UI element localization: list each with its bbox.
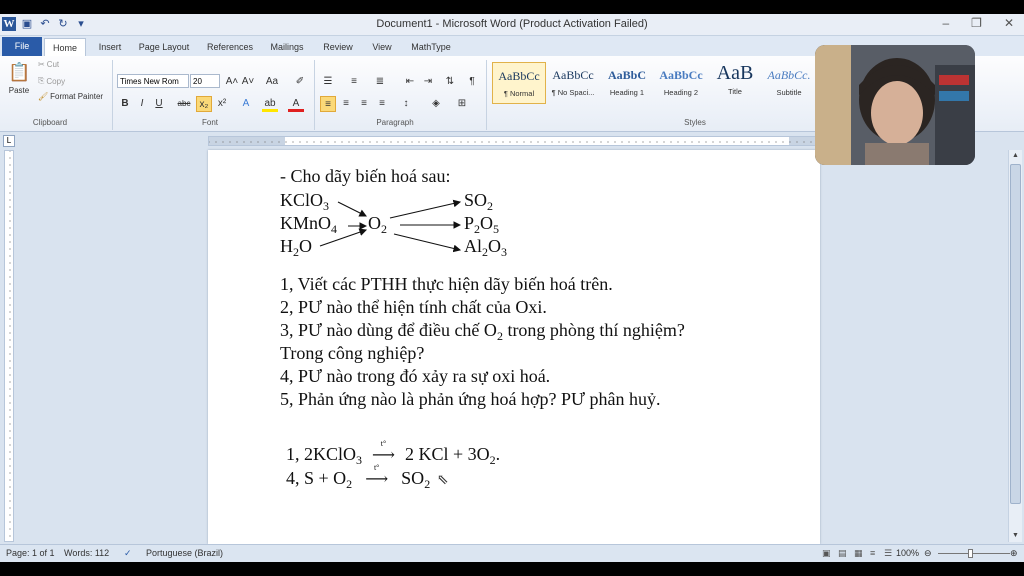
close-button[interactable]: ✕ [1003, 16, 1014, 30]
answer-text: 2 KCl + 3O [400, 444, 490, 464]
shrink-font-button[interactable] [240, 74, 256, 90]
view-draft-icon[interactable]: ☰ [884, 548, 893, 558]
increase-indent-icon: ⇥ [423, 76, 433, 87]
formula-sub: 3 [323, 199, 330, 213]
question-3-cont: Trong công nghiệp? [280, 343, 425, 363]
minimize-button[interactable]: – [942, 16, 950, 30]
formula-sub: 2 [293, 245, 299, 259]
formula-sub: 2 [487, 199, 494, 213]
style-name: ¶ Normal [503, 89, 535, 98]
zoom-level[interactable]: 100% [896, 548, 920, 558]
grow-font-icon: A˄ [225, 76, 239, 87]
tab-view[interactable]: View [372, 42, 392, 52]
shrink-font-icon: A˅ [241, 76, 255, 87]
question-4: 4, PƯ nào trong đó xảy ra sự oxi hoá. [280, 366, 551, 386]
style-no-spacing[interactable] [546, 62, 600, 104]
reaction-arrow [357, 463, 397, 489]
zoom-slider-track[interactable] [938, 553, 1010, 554]
maximize-button[interactable]: ❐ [971, 16, 982, 30]
align-center-button[interactable] [338, 96, 354, 112]
arrow-icon: ⟶ [372, 447, 395, 464]
page-count[interactable]: Page: 1 of 1 [6, 548, 55, 558]
formula-sub: 4 [331, 222, 338, 236]
ruler-ticks [5, 151, 15, 543]
formula-text: P [464, 213, 475, 233]
shading-icon: ◈ [432, 98, 440, 109]
formula-text: H [280, 236, 293, 256]
highlight-button[interactable] [262, 96, 278, 112]
align-left-button[interactable] [320, 96, 336, 112]
scheme-arrows [208, 150, 820, 280]
paste-label: Paste [8, 86, 30, 95]
tab-page-layout[interactable]: Page Layout [138, 42, 190, 52]
format-painter-icon: 🖌 [38, 92, 49, 101]
view-full-screen-icon[interactable]: ▤ [838, 548, 847, 558]
presenter-image [815, 45, 975, 165]
strikethrough-icon: abc [177, 99, 191, 108]
sort-button[interactable] [442, 74, 458, 90]
show-marks-button[interactable] [464, 74, 480, 90]
style-name: Heading 2 [663, 88, 699, 97]
formula-text: Al [464, 236, 482, 256]
tab-mathtype[interactable]: MathType [411, 42, 451, 52]
status-bar [0, 544, 1024, 562]
style-sample: AaBbCc [552, 68, 594, 82]
font-group-label: Font [201, 118, 218, 127]
horizontal-ruler[interactable] [208, 136, 820, 146]
ruler-ticks [209, 137, 820, 146]
formula-text: SO [464, 190, 488, 210]
formula-sub: 2 [489, 453, 496, 467]
save-icon[interactable]: ▣ [21, 18, 33, 30]
style-heading-2[interactable] [654, 62, 708, 104]
redo-icon[interactable]: ↻ [58, 18, 68, 30]
cut-icon: ✂ [38, 60, 45, 69]
borders-icon: ⊞ [457, 98, 467, 109]
answer-text: 4, S + O [286, 468, 347, 488]
formula-sub: 2 [474, 222, 481, 236]
formula-sub: 2 [346, 477, 353, 491]
formula-text: KClO [280, 190, 324, 210]
zoom-in-icon[interactable]: ⊕ [1010, 548, 1018, 558]
tab-insert[interactable]: Insert [98, 42, 122, 52]
copy-icon: ⎘ [38, 76, 45, 85]
formula-sub: 2 [482, 245, 488, 259]
separator [112, 60, 113, 130]
align-left-icon: ≡ [320, 96, 336, 112]
formula-text: O [480, 213, 494, 233]
undo-icon[interactable]: ↶ [40, 18, 50, 30]
style-title[interactable] [708, 62, 762, 104]
font-color-button[interactable] [288, 96, 304, 112]
arrow-o2-al2o3 [394, 234, 460, 250]
question-1: 1, Viết các PTHH thực hiện dãy biến hoá trên. [280, 274, 613, 294]
style-sample: AaBbC [607, 68, 646, 82]
decrease-indent-button[interactable] [402, 74, 418, 90]
arrow-o2-so2 [390, 202, 460, 218]
grow-font-button[interactable] [224, 74, 240, 90]
text-effects-icon: A [242, 98, 250, 109]
font-color-icon: A [288, 96, 304, 112]
proofing-icon[interactable]: ✓ [124, 548, 132, 558]
italic-button[interactable] [134, 96, 150, 112]
word-window [0, 14, 1024, 562]
style-heading-1[interactable] [600, 62, 654, 104]
justify-button[interactable] [374, 96, 390, 112]
formula-sub: 2 [496, 329, 503, 343]
tab-file[interactable]: File [2, 37, 42, 56]
subscript-button[interactable] [196, 96, 212, 112]
document-page[interactable] [208, 150, 820, 544]
window-controls [942, 16, 1014, 30]
clear-formatting-button[interactable] [292, 74, 308, 90]
line-spacing-icon: ↕ [403, 98, 409, 109]
numbering-icon: ≡ [351, 76, 357, 87]
borders-button[interactable] [454, 96, 470, 112]
reaction-arrow [367, 439, 401, 465]
justify-icon: ≡ [379, 98, 385, 109]
style-subtitle[interactable] [762, 62, 816, 104]
bold-button[interactable] [117, 96, 133, 112]
question-3 [280, 320, 685, 344]
scroll-thumb[interactable] [1010, 164, 1021, 504]
formula-sub: 2 [424, 477, 431, 491]
format-painter-button[interactable] [38, 92, 103, 101]
strikethrough-button[interactable] [176, 96, 192, 112]
style-name: Subtitle [776, 88, 802, 97]
zoom-slider-thumb[interactable] [968, 549, 973, 558]
view-web-layout-icon[interactable]: ▦ [854, 548, 863, 558]
style-normal[interactable] [492, 62, 546, 104]
mouse-cursor-icon: ⇖ [436, 473, 449, 488]
customize-toolbar-icon[interactable]: ▾ [78, 18, 84, 30]
italic-icon: I [140, 98, 144, 109]
separator [314, 60, 315, 130]
formula-sub: 5 [493, 222, 500, 236]
multilevel-list-icon: ≣ [375, 76, 385, 87]
style-name: ¶ No Spaci... [551, 88, 595, 97]
window-title: Document1 - Microsoft Word (Product Activation Failed) [376, 18, 648, 30]
bullets-button[interactable] [320, 74, 336, 90]
subscript-icon: x₂ [196, 96, 212, 112]
sort-icon: ⇅ [445, 76, 455, 87]
answer-text: . [495, 444, 501, 464]
formula-text: KMnO [280, 213, 332, 233]
style-sample: AaBbCc [498, 69, 540, 83]
cut-label: Cut [46, 60, 60, 69]
formula-sub: 3 [356, 453, 363, 467]
copy-label: Copy [46, 76, 66, 86]
numbering-button[interactable] [346, 74, 362, 90]
style-sample: AaB [716, 62, 754, 84]
increase-indent-button[interactable] [420, 74, 436, 90]
tab-selector-button[interactable]: L [3, 135, 15, 147]
cut-button[interactable] [38, 60, 59, 69]
copy-button[interactable] [38, 76, 65, 86]
arrow-label: t° [380, 439, 387, 448]
view-print-layout-icon[interactable]: ▣ [822, 548, 831, 558]
word-count[interactable]: Words: 112 [64, 548, 110, 558]
question-2: 2, PƯ nào thể hiện tính chất của Oxi. [280, 297, 547, 317]
highlight-icon: ab [262, 96, 278, 112]
text-effects-button[interactable] [238, 96, 254, 112]
multilevel-list-button[interactable] [372, 74, 388, 90]
paragraph-group-label: Paragraph [376, 118, 414, 127]
view-outline-icon[interactable]: ≡ [870, 548, 876, 558]
style-sample: AaBbCc [659, 68, 703, 82]
answer-text: 1, 2KClO [286, 444, 357, 464]
question-5: 5, Phản ứng nào là phản ứng hoá hợp? PƯ phân huỷ. [280, 389, 661, 409]
arrow-label: t° [373, 463, 380, 472]
tab-home[interactable]: Home [44, 38, 86, 56]
tab-review[interactable]: Review [323, 42, 353, 52]
paste-icon: 📋 [8, 62, 31, 82]
scroll-up-icon[interactable]: ▲ [1012, 152, 1019, 159]
formula-text: O [299, 236, 312, 256]
doc-intro: - Cho dãy biến hoá sau: [280, 166, 451, 186]
separator [486, 60, 487, 130]
title-bar [0, 14, 1024, 36]
font-name-box[interactable]: Times New Rom [117, 74, 189, 88]
pilcrow-icon: ¶ [469, 76, 475, 87]
formula-sub: 2 [381, 222, 387, 236]
question-3-text-end: trong phòng thí nghiệm? [502, 320, 685, 340]
style-name: Title [728, 87, 742, 96]
superscript-icon: x² [217, 98, 227, 109]
align-right-icon: ≡ [361, 98, 367, 109]
line-spacing-button[interactable] [398, 96, 414, 112]
arrow-kclo3-o2 [338, 202, 366, 216]
styles-group-label: Styles [684, 118, 706, 127]
underline-button[interactable] [151, 96, 167, 112]
scroll-down-icon[interactable]: ▼ [1012, 532, 1019, 539]
vertical-ruler[interactable] [4, 150, 14, 542]
formula-text: O [488, 236, 501, 256]
formula-sub: 3 [501, 245, 507, 259]
change-case-icon: Aa [265, 76, 279, 87]
bold-icon: B [121, 98, 129, 109]
shading-button[interactable] [428, 96, 444, 112]
style-sample: AaBbCc. [767, 68, 811, 82]
decrease-indent-icon: ⇤ [405, 76, 415, 87]
vertical-scrollbar[interactable] [1008, 150, 1022, 542]
clipboard-group-label: Clipboard [32, 118, 68, 127]
align-center-icon: ≡ [343, 98, 349, 109]
language-indicator[interactable]: Portuguese (Brazil) [146, 548, 224, 558]
tab-references[interactable]: References [206, 42, 254, 52]
arrow-icon: ⟶ [365, 471, 389, 488]
word-logo-icon: W [3, 18, 15, 30]
align-right-button[interactable] [356, 96, 372, 112]
font-size-box[interactable]: 20 [190, 74, 220, 88]
answer-text: SO [396, 468, 425, 488]
clear-formatting-icon: ✐ [295, 76, 305, 87]
format-painter-label: Format Painter [50, 92, 104, 101]
webcam-overlay [815, 45, 975, 165]
tab-mailings[interactable]: Mailings [270, 42, 304, 52]
paste-button[interactable] [6, 60, 32, 95]
answer-4 [286, 463, 449, 492]
superscript-button[interactable] [214, 96, 230, 112]
arrow-h2o-o2 [320, 230, 366, 246]
underline-icon: U [155, 98, 163, 109]
change-case-button[interactable] [264, 74, 280, 90]
zoom-out-icon[interactable]: ⊖ [924, 548, 932, 558]
question-3-text: 3, PƯ nào dùng để điều chế O [280, 320, 497, 340]
style-name: Heading 1 [609, 88, 645, 97]
formula-text: O [368, 213, 381, 233]
bullets-icon: ☰ [323, 76, 333, 87]
